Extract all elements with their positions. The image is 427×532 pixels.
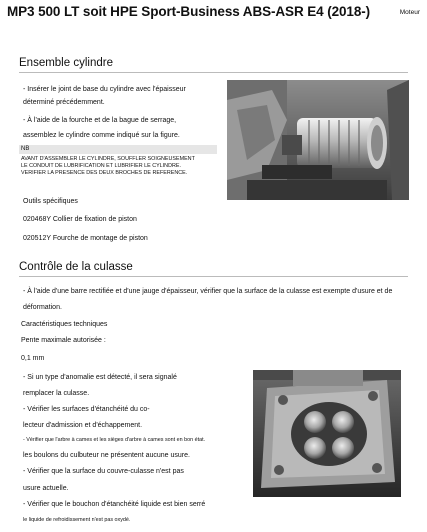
- note-label: NB: [21, 146, 30, 152]
- instruction-line: - Si un type d'anomalie est détecté, il sera signalé: [23, 374, 177, 381]
- instruction-line: usure actuelle.: [23, 485, 69, 492]
- instruction-line: lecteur d'admission et d'échappement.: [23, 422, 143, 429]
- instruction-line-small: - Vérifier que l'arbre à cames et les sièges d'arbre à cames sont en bon état.: [23, 437, 206, 443]
- instruction-line: - Vérifier que la surface du couvre-culasse n'est pas: [23, 468, 184, 475]
- tools-title: Outils spécifiques: [23, 198, 78, 205]
- instruction-line: remplacer la culasse.: [23, 390, 90, 397]
- instruction-line: - Vérifier que le bouchon d'étanchéité liquide est bien serré: [23, 501, 206, 508]
- instruction-line: assemblez le cylindre comme indiqué sur la figure.: [23, 132, 180, 139]
- instruction-line-small: le liquide de refroidissement n'est pas oxydé.: [23, 517, 131, 523]
- instruction-line: les boulons du culbuteur ne présentent aucune usure.: [23, 452, 190, 459]
- section-title-cylinder: Ensemble cylindre: [19, 57, 113, 69]
- note-box: [19, 145, 217, 154]
- section-title-head-check: Contrôle de la culasse: [19, 261, 133, 273]
- cylinder-head-photo: [253, 370, 401, 497]
- instruction-line: déformation.: [23, 304, 62, 311]
- note-line: AVANT D'ASSEMBLER LE CYLINDRE, SOUFFLER SOIGNEUSEMENT: [21, 156, 195, 162]
- note-line: VERIFIER LA PRESENCE DES DEUX BROCHES DE REFERENCE.: [21, 170, 188, 176]
- tool-item: 020468Y Collier de fixation de piston: [23, 216, 137, 223]
- section-divider: [19, 72, 408, 73]
- note-line: LE CONDUIT DE LUBRIFICATION ET LUBRIFIER LE CYLINDRE.: [21, 163, 181, 169]
- specs-title: Caractéristiques techniques: [21, 321, 108, 328]
- cylinder-assembly-photo: [227, 80, 409, 200]
- specs-label: Pente maximale autorisée :: [21, 337, 106, 344]
- document-title: MP3 500 LT soit HPE Sport-Business ABS-ASR E4 (2018-): [7, 4, 371, 19]
- tool-item: 020512Y Fourche de montage de piston: [23, 235, 148, 242]
- instruction-line: - Insérer le joint de base du cylindre avec l'épaisseur: [23, 86, 186, 93]
- specs-value: 0,1 mm: [21, 355, 45, 362]
- instruction-line: - Vérifier les surfaces d'étanchéité du co-: [23, 406, 150, 413]
- section-divider: [19, 276, 408, 277]
- instruction-line: déterminé précédemment.: [23, 99, 105, 106]
- header-category: Moteur: [399, 9, 420, 16]
- instruction-line: - À l'aide d'une barre rectifiée et d'une jauge d'épaisseur, vérifier que la surface de la culasse est exempte d'usure et de: [23, 288, 393, 295]
- page-header: [7, 4, 420, 24]
- instruction-line: - À l'aide de la fourche et de la bague de serrage,: [23, 117, 177, 124]
